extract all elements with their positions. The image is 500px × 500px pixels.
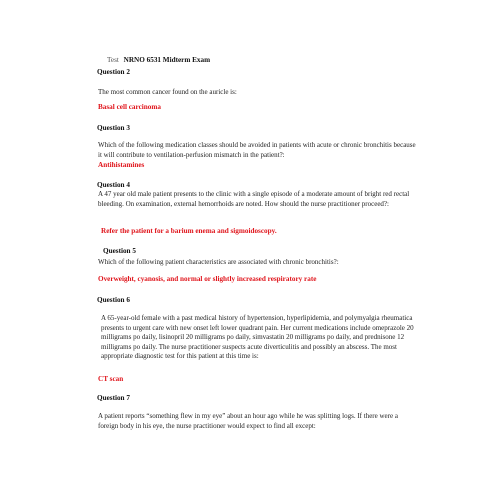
question-4-answer: Refer the patient for a barium enema and sigmoidoscopy. (101, 227, 277, 235)
question-3-heading: Question 3 (97, 124, 130, 132)
question-6-answer: CT scan (98, 375, 124, 383)
question-3-text: Which of the following medication classes should be avoided in patients with acute or chronic bronchitis because it will contribute to ventilation-perfusion mismatch in the patient?: (98, 141, 416, 159)
question-2-answer: Basal cell carcinoma (98, 103, 161, 111)
question-2-heading: Question 2 (97, 68, 130, 76)
document-title (107, 56, 210, 65)
question-6-text: A 65-year-old female with a past medical history of hypertension, hyperlipidemia, and polymyalgia rheumatica presents to urgent care with new onset left lower quadrant pain. Her current medications include omeprazole 20 milligrams po daily, lisinopril 20 milligrams po daily, simvastatin 20 milligrams po daily, and prednisone 12 milligrams po daily. The nurse practitioner suspects acute diverticulitis and possibly an abscess. The most appropriate diagnostic test for this patient at this time is: (101, 314, 414, 361)
question-2-text: The most common cancer found on the auricle is: (98, 88, 237, 96)
question-6-heading: Question 6 (97, 296, 130, 304)
question-7-heading: Question 7 (97, 394, 130, 402)
question-3-answer: Antihistamines (98, 161, 145, 169)
question-4-text: A 47 year old male patient presents to the clinic with a single episode of a moderate amount of bright red rectal bleeding. On examination, external hemorrhoids are noted. How should the nurse practitioner proceed?: (98, 190, 410, 208)
exam-title: NRNO 6531 Midterm Exam (123, 56, 211, 64)
question-5-heading: Question 5 (103, 247, 136, 255)
question-7-text: A patient reports “something flew in my eye” about an hour ago while he was splitting logs. If there were a foreign body in his eye, the nurse practitioner would expect to find all except: (98, 412, 398, 430)
question-4-heading: Question 4 (97, 181, 130, 189)
question-5-answer: Overweight, cyanosis, and normal or slightly increased respiratory rate (98, 275, 317, 283)
question-5-text: Which of the following patient characteristics are associated with chronic bronchitis?: (98, 258, 339, 266)
title-prefix: Test (107, 56, 119, 64)
